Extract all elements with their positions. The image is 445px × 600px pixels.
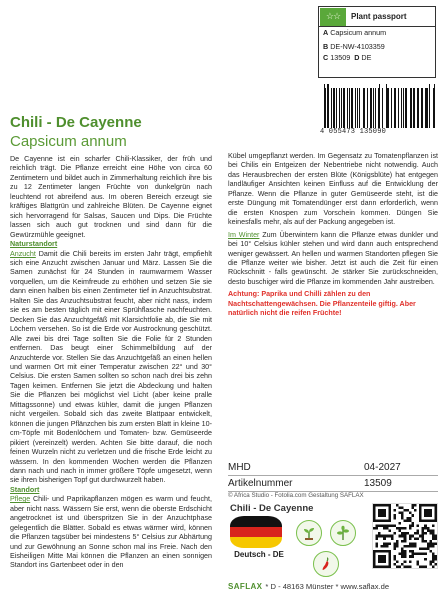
qr-code-icon [372,503,438,569]
barcode-bar [325,88,326,128]
barcode-bar [375,88,376,128]
barcode-bar [421,88,423,128]
passport-row-b: B DE-NW-4103359 [323,42,385,51]
barcode-bar [336,88,337,128]
page-title: Chili - De Cayenne [10,114,142,131]
barcode-bar [418,88,419,128]
barcode-bar [333,88,335,128]
barcode-bar [403,88,404,128]
product-info [228,460,438,492]
mhd-row: MHD 04-2027 [228,460,438,476]
heading-pflege: Pflege [10,495,31,504]
barcode-bar [395,88,396,128]
article-number-row: Artikelnummer 13509 [228,476,438,492]
passport-header [319,7,435,27]
heading-anzucht: Anzucht [10,249,36,258]
seed-sprout-icon [296,520,322,546]
harvest-icon [313,551,339,577]
botanical-name: Capsicum annum [10,133,127,150]
barcode-bar [398,88,399,128]
barcode-bar [379,84,380,128]
barcode-bar [411,88,412,128]
passport-title: Plant passport [351,11,407,21]
heading-im-winter: Im Winter [228,230,260,239]
barcode-bar [357,88,358,128]
barcode-bar [391,88,392,128]
winter-paragraph: Im Winter Zum Überwintern kann die Pflanze etwas dunkler und bei 10° Celsius kühler stehen und wird dann auch entsprechend weniger gewässert. An hellen und warmen Standorten pflegen Sie die Pflanze weiter wie bisher. Jetzt ist auch die Zeit für einen Rückschnitt - falls gewünscht. Je stärker Sie zurückschneiden, desto buschiger wird die Pflanze im kommenden Jahr austreiben. [228,230,439,286]
intro-paragraph: De Cayenne ist ein scharfer Chili-Klassiker, der früh und reichlich trägt. Die Pflanze erreicht eine Höhe von circa 60 Zentimetern und bildet auch in Zimmerhaltung reichlich ihre bis zu 12 Zentimeter langen Früchte von dunkelgrün nach leuchtend rot abreifend aus. Im oberen Bereich erzeugt sie kräftiges Blattgrün und zahlreiche Blüten. De Cayenne eignet sich hervorragend für Salsas, Saucen und Dips. Die Früchte lassen sich auch gut trocknen und sind dann für die Gewürzmühle geeignet. [10,155,212,239]
barcode-bar [341,88,342,128]
passport-row-cd: C 13509 D DE [323,53,372,62]
barcode-bar [426,88,427,128]
barcode-bar [351,88,353,128]
plant-passport [318,6,436,78]
country-label: Deutsch - DE [234,550,284,559]
copyright-line: © Africa Studio - Fotolia.com Gestaltung SAFLAX [228,492,364,499]
brand-logo: SAFLAX [228,582,263,591]
plant-icon [330,520,356,546]
right-column-text [228,152,438,319]
barcode-bar [387,88,389,128]
eu-organic-leaf-icon: ☆☆ [320,8,346,26]
barcode-bar [405,88,407,128]
anzucht-paragraph: Anzucht Damit die Chili bereits im ersten Jahr trägt, empfiehlt sich eine Anzucht zwischen Januar und März. Lassen Sie die Samen zunächst für 24 Stunden in raumwarmem Wasser vorquellen, um die Keimfreude zu erhöhen und setzen Sie sie dann einen halben bis einen Zentimeter tief in Anzuchtsubstrat. Halten Sie das Anzuchtsubstrat feucht, aber nicht nass, indem sie es am besten täglich mit einer Sprühflasche nachfeuchten. Decken Sie das Anzuchtgefäß mit Klarsichtfolie ab, die Sie mit Löchern versehen. So ist die Erde vor Austrocknung geschützt. Alle zwei bis drei Tage sollten Sie die Folie für 2 Stunden entfernen. Das beugt einer Schimmelbildung auf der Anzuchterde vor. Stellen Sie das Anzuchtgefäß an einen hellen und warmen Ort mit einer Temperatur zwischen 22° und 30° Celsius. Die ersten Samen sollten so schon nach drei bis zehn Tagen keimen. Entfernen Sie jetzt die Abdeckung und halten Sie die Pflanzen bei möglichst viel Licht (aber keine pralle Mittagssonne) und etwas kühler, damit die jungen Pflanzen nicht vergeilen. Sobald sich das zweite Blattpaar entwickelt, können die jungen Pflänzchen bis zum ersten Blatt in kleine 10-cm-Töpfe mit Bodenlöchern und Tomaten- bzw. Gemüseerde pikiert (vereinzelt) werden. Achten Sie bitte darauf, die noch feinen Wurzeln nicht zu verletzen und die frische Erde leicht zu wässern. In den kommenden Wochen werden die Pflanzen dann nach und nach in immer größere Töpfe umgesetzt, wenn sie ihren bisherigen Topf gut durchwurzelt haben. [10,249,212,485]
barcode-bar [429,84,430,128]
toxicity-warning: Achtung: Paprika und Chilli zählen zu den Nachtschattengewächsen. Die Pflanzenteile giftig. Aber natürlich nicht die reifen Früchte! [228,290,416,318]
passport-row-a: A Capsicum annum [323,28,387,37]
product-name-small: Chili - De Cayenne [230,503,314,514]
brand-address: * D - 48163 Münster * www.saflax.de [265,582,390,591]
flag-germany-icon [230,516,282,548]
continued-paragraph: Kübel umgepflanzt werden. Im Gegensatz zu Tomatenpflanzen ist bei Chilis ein Entgeizen der Nebentriebe nicht notwendig. Auch das Herausbrechen der ersten Blüte (Königsblüte) hat entgegen landläufiger Ansichten keinen Einfluss auf die Entwicklung der Pflanze. Wenn die Pflanze in guter Gemüseerde steht, ist die erste Düngung mit Tomatendünger erst dann erforderlich, wenn die ersten Knospen zum Vorschein kommen. Düngen Sie keinesfalls mehr, als auf der Packung angegeben ist. [228,152,438,227]
barcode-number: 4 055473 135090 [320,128,387,136]
heading-naturstandort: Naturstandort [10,240,58,249]
left-column-text [10,155,212,571]
barcode-bar [359,88,360,128]
pflege-paragraph: Pflege Chili- und Paprikapflanzen mögen es warm und feucht, aber nicht nass. Wässern Sie erst, wenn die oberste Erdschicht angetrocknet ist und überspritzen Sie in der Anzuchtphase gelegentlich die Blätter. Sobald es etwas wärmer wird, können die Pflanzen tagsüber bei mindestens 5° Celsius zur Abhärtung und zur Gewöhnung an Sonne schon mal ins Freie. Nach den Eisheiligen Mitte Mai können die Pflanzen an einen sonnigen Standort ins Gartenbeet oder in den [10,495,212,570]
ean-barcode [318,84,436,140]
barcode-bars [318,84,436,128]
barcode-bar [364,88,365,128]
footer [228,582,438,591]
heading-standort: Standort [10,485,40,494]
barcode-bar [327,84,328,128]
barcode-bar [373,88,374,128]
barcode-bar [413,88,414,128]
barcode-bar [434,84,435,128]
barcode-bar [382,88,383,128]
barcode-bar [349,88,350,128]
barcode-bar [343,88,344,128]
barcode-bar [367,88,368,128]
